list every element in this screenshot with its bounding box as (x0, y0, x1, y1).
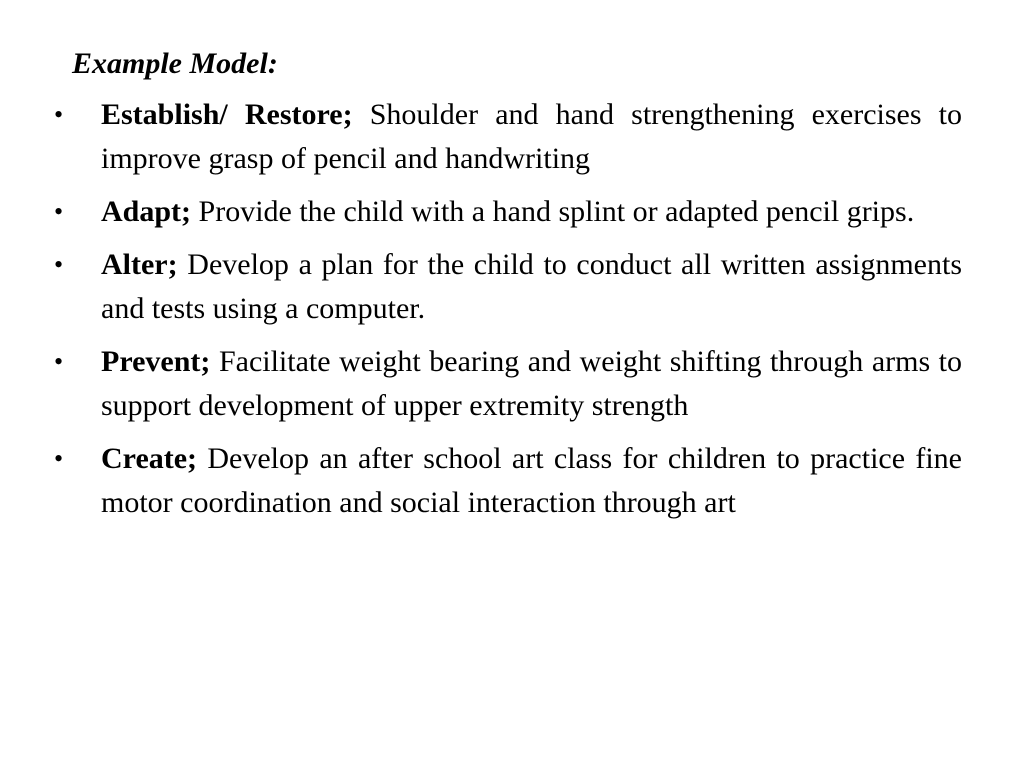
bullet-item-prevent (54, 340, 962, 428)
bullet-text: Develop an after school art class for children to practice fine motor coordination and social interaction through art (101, 442, 963, 519)
bullet-text: Shoulder and hand strengthening exercises to improve grasp of pencil and handwriting (101, 98, 963, 175)
bullet-list (54, 93, 962, 534)
bullet-dot-icon: • (54, 197, 64, 226)
bullet-term: Create; (101, 442, 208, 475)
bullet-item-adapt (54, 190, 962, 234)
slide-heading: Example Model: (72, 47, 278, 80)
bullet-item-create (54, 437, 962, 525)
bullet-dot-icon: • (54, 444, 64, 473)
bullet-term: Adapt; (101, 195, 199, 228)
bullet-item-alter (54, 243, 962, 331)
bullet-term: Establish/ Restore; (101, 98, 370, 131)
bullet-text: Facilitate weight bearing and weight shifting through arms to support development of upper extremity strength (101, 345, 962, 422)
bullet-dot-icon: • (54, 100, 64, 129)
bullet-term: Alter; (101, 248, 188, 281)
bullet-item-establish-restore (54, 93, 962, 181)
bullet-text: Provide the child with a hand splint or adapted pencil grips. (198, 195, 915, 228)
bullet-dot-icon: • (54, 347, 64, 376)
bullet-text: Develop a plan for the child to conduct all written assignments and tests using a computer. (101, 248, 962, 325)
bullet-dot-icon: • (54, 250, 64, 279)
bullet-term: Prevent; (101, 345, 219, 378)
